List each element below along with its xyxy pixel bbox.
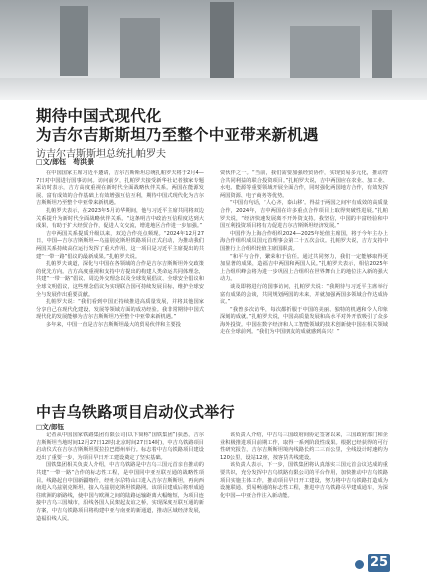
paragraph: 国铁集团相关负责人介绍，中吉乌铁路是中吉乌三国元首亲自推动的共建“一带一路”合作的标志性工程，是中国同中亚互联互通的战略性项目。线路起自中国新疆喀什，经吐尔尕特山口进入吉尔吉斯斯坦，再向西南进入乌兹别克斯坦，接入乌兹别克斯坦铁路网。该项目建成后将形成通往欧洲的新路线，使中国与欧洲之间的陆路运输距离大幅缩短，为项目连接中吉乌三国城市，沿线各国人民架起友谊之桥，实现深度互联互通的新方案，中吉乌铁路项目将构建中亚与南亚的新通道，推动区域经济发展，造福沿线人民。 xyxy=(36,462,204,522)
photo-building xyxy=(120,18,160,80)
article1-title-line2: 为吉尔吉斯斯坦乃至整个中亚带来新机遇 xyxy=(36,125,319,144)
photo-building xyxy=(60,6,88,76)
paragraph: 扎帕罗夫表示，在2023年5月访华期间，他与习近平主席共同将双边关系提升为新时代全面战略伙伴关系。“这条明吉中政治互信程度达到大成果，有助于扩大经贸合作，促进人文交流，增进地区合作进一步加强。” xyxy=(36,207,204,230)
article1-title xyxy=(36,106,396,144)
article1-title-line1: 期待中国式现代化 xyxy=(36,106,162,125)
photo-building xyxy=(290,26,360,80)
photo-ground xyxy=(0,78,427,100)
article2-column-right xyxy=(220,432,388,542)
article1-column-left xyxy=(36,170,204,400)
paragraph: 在中国国家主席习近平邀请，吉尔吉斯斯坦总统扎帕罗夫将于2月4—7日对中国进行国事访问。访问前夕，扎帕罗夫接受新华社记者独家专题采访时表示，吉方高度重视在新时代全面战略伙伴关系。两国在能源发展、富有成效的合作基础上有效增强互信互利，期待中国式现代化为吉尔吉斯斯坦乃至整个中亚带来新机遇。 xyxy=(36,170,204,207)
paragraph: 谈及即将进行的国事访问，扎帕罗夫说：“我期待与习近平主席举行富有成果的会谈，共同规划两国的未来，并就加强两国多领域合作达成协议。” xyxy=(220,283,388,306)
paragraph: 吉中两国关系提质升级以来，双边合作亮点频现。“2024年12月27日，中国—吉尔吉斯斯坦—乌兹别克斯坦铁路项目正式启动，为推动我们两国关系持续高位运行发挥了重大作用，这一项目是习近平主席提出的共建“一带一路”倡议的最新成果。”扎帕罗夫说。 xyxy=(36,230,204,260)
paragraph: 该负责人介绍，中吉乌三国政府间协定签署以来，三国政府部门和企业积极推进项目前期工作，取得一系列阶段性成果。根据已经获得的可行性研究报告，吉尔吉斯斯坦境内线路长约二三百公里，全线设计时速约为120公里，设站12座，按客货共线建设。 xyxy=(220,432,388,461)
article2-byline: □文/郎钰 xyxy=(36,423,65,431)
paragraph: 扎帕罗夫谈道，深化与中国在各领域的合作是吉尔吉斯斯坦外交政策的优先方向。吉方高度重视和支持中方提出的构建人类命运共同体理念，共建“一带一路”倡议、周边外交理念以及全球发展倡议、全球安全倡议和全球文明倡议，这些理念倡议为实现联合国可持续发展目标，维护全球安全与发展作出重要贡献。 xyxy=(36,261,204,298)
article1-subtitle: 访吉尔吉斯斯坦总统扎帕罗夫 xyxy=(36,149,166,160)
photo-building xyxy=(372,10,392,84)
photo-building xyxy=(210,2,234,82)
article1-column-right xyxy=(220,170,388,400)
paragraph: 扎帕罗夫说：“我们看到中国正持续推进高质量发展，并将其他国家分享自己在现代化建设、发展等领域方面的成功经验。我非常期待中国式现代化的发展能够为吉尔吉斯斯坦乃至整个中亚带来新机遇。” xyxy=(36,299,204,321)
paragraph: 资伙伴之一。“当前，我们需要加强经贸协作，实现贸易多元化，推动符合共同利益的联合投资项目。”扎帕罗夫说，吉中两国应在农业、加工业、水电、能源等重要领域开展全面合作，同时强化两国地方合作，有效发挥两国资源、电子商务等优势。 xyxy=(220,170,388,199)
paragraph: 中国作为上海合作组织2024—2025年轮值主席国，将于今年主办上海合作组织成员国元首理事会第二十五次会议。扎帕罗夫说，吉方支持中国推行上合组织轮值主席国职责。 xyxy=(220,230,388,252)
paragraph: 多年来，中国一直是吉尔吉斯斯坦最大的贸易伙伴和主要投 xyxy=(46,321,181,328)
article2-title: 中吉乌铁路项目启动仪式举行 xyxy=(36,403,235,421)
page-marker-dot xyxy=(355,560,364,569)
article1-byline: □文/郎钰 苟洪景 xyxy=(36,158,95,166)
paragraph: “中国有句话，‘人心齐，泰山移’。得益于两国之间牢有成效的高质量合作，2024年，吉中两国在许多重点合作项目上取得突破性进展。”扎帕罗夫说，“经济快速发展离不开外资支持。我坚信，中国的丰富经验和中国互利投资项目将有力促进吉尔吉斯斯坦经济发展。” xyxy=(220,200,388,230)
paragraph: 该负责人表示，下一步，国铁集团将认真落实三国元首会议达成的重要共识，充分发挥中吉乌铁路有限公司的平台作用，加快推动中吉乌铁路项目实施主体工作，推动项目早日开工建设，努力将中吉乌铁路打造成为设施联通、贸易畅通的标志性工程，推进中吉乌铁路尽早建成通车，为深化中国—中亚合作注入新动能。 xyxy=(220,462,388,499)
page-number: 25 xyxy=(369,555,389,570)
article2-column-left xyxy=(36,432,204,580)
paragraph: 记者从中国国家铁路集团有限公司(以下简称“国铁集团”)获悉，吉尔吉斯斯坦当地时间12月27日12时(北京时间27日14时)，中吉乌铁路项目启动仪式在吉尔吉斯斯坦贾拉拉巴德州举行。标志着中吉乌铁路项目建设迈出了重要一步，为项目早日开工建设奠定了坚实基础。 xyxy=(36,432,204,461)
header-photo xyxy=(0,0,427,100)
paragraph: “我曾多次访华，每次都折服于中国的美丽、独特的机遇和令人印象深刻的成就。”扎帕罗夫说，中国高质量发展和高水平对外开放吸引了众多海外投资。中国在数字经济和人工智能领域的技术创新使中国在相关领域走在全球前列。“我们为中国朋友的成就感到高兴！” xyxy=(220,306,388,336)
paragraph: “和平与合作，繁荣和于信任。通过共同努力，我们一定能够取得更加显著的成果，造福吉中两国和两国人民。”扎帕罗夫表示，相信2025年上合组织峰会将为进一步巩固上合组织在世界舞台上的地位注入新的强大动力。 xyxy=(220,253,388,283)
